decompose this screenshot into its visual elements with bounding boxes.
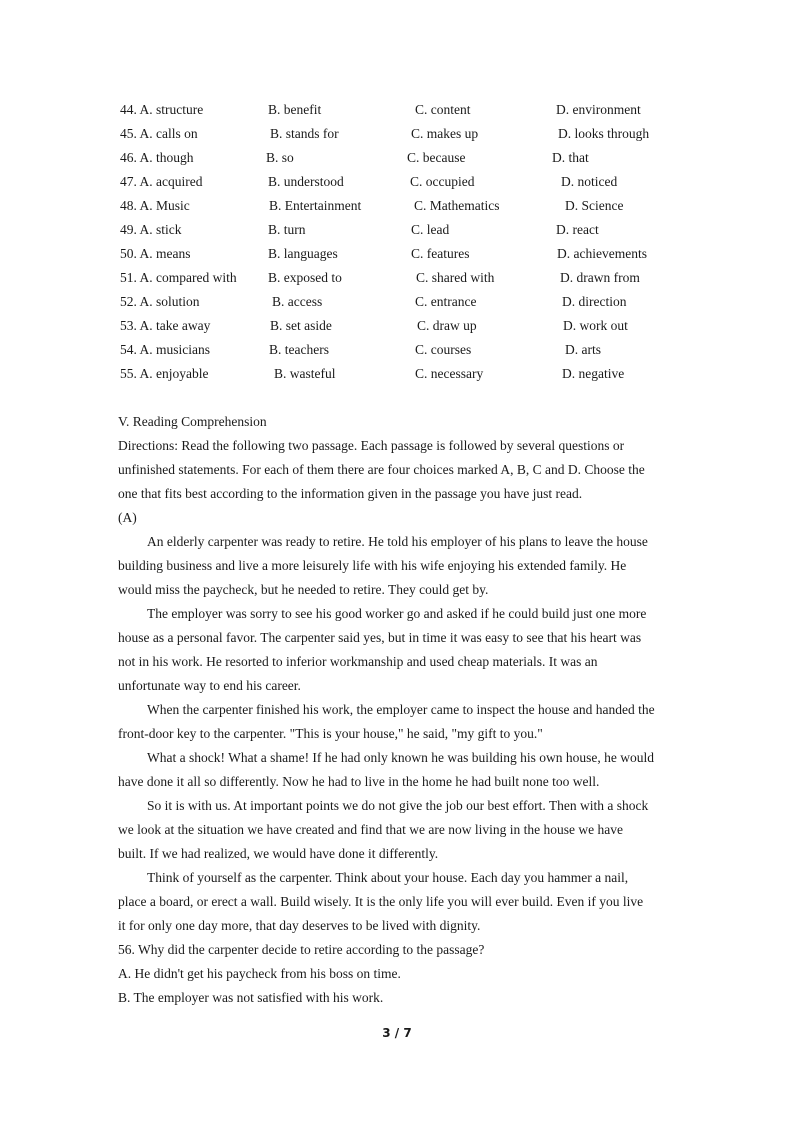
option-d: D. react [556,222,599,237]
option-a: 53. A. take away [120,318,211,333]
passage-line: front-door key to the carpenter. "This is your house," he said, "my gift to you." [118,726,543,741]
option-b: B. languages [268,246,338,261]
directions-line: one that fits best according to the information given in the passage you have just read. [118,486,583,501]
directions-line: unfinished statements. For each of them there are four choices marked A, B, C and D. Choose the [118,462,645,477]
passage-line: An elderly carpenter was ready to retire. He told his employer of his plans to leave the house [147,534,648,549]
option-d: D. achievements [557,246,647,261]
option-c: C. shared with [416,270,495,285]
option-d: D. that [552,150,589,165]
option-c: C. occupied [410,174,475,189]
option-row [0,290,794,314]
passage-line: house as a personal favor. The carpenter said yes, but in time it was easy to see that his heart was [118,630,642,645]
option-a: 47. A. acquired [120,174,203,189]
option-c: C. content [415,102,471,117]
option-b: B. exposed to [268,270,342,285]
directions-line: Directions: Read the following two passage. Each passage is followed by several questions or [118,438,625,453]
passage-line: built. If we had realized, we would have done it differently. [118,846,439,861]
passage-line: What a shock! What a shame! If he had only known he was building his own house, he would [147,750,655,765]
option-b: B. so [266,150,294,165]
passage-line: The employer was sorry to see his good worker go and asked if he could build just one more [147,606,647,621]
option-row [0,242,794,266]
passage-line: Think of yourself as the carpenter. Think about your house. Each day you hammer a nail, [147,870,629,885]
option-row [0,314,794,338]
option-d: D. direction [562,294,627,309]
option-row [0,170,794,194]
passage-line: When the carpenter finished his work, the employer came to inspect the house and handed the [147,702,655,717]
passage-line: unfortunate way to end his career. [118,678,301,693]
option-d: D. Science [565,198,624,213]
option-b: B. stands for [270,126,339,141]
option-a: 52. A. solution [120,294,200,309]
option-a: 51. A. compared with [120,270,237,285]
passage-label: (A) [118,510,137,525]
option-c: C. because [407,150,466,165]
option-c: C. necessary [415,366,484,381]
option-a: 54. A. musicians [120,342,211,357]
option-c: C. features [411,246,470,261]
passage-line: have done it all so differently. Now he had to live in the home he had built none too well. [118,774,600,789]
option-b: B. understood [268,174,344,189]
option-c: C. makes up [411,126,479,141]
option-a: 46. A. though [120,150,194,165]
option-row [0,146,794,170]
passage-line: we look at the situation we have created and find that we are now living in the house we have [118,822,623,837]
option-a: 48. A. Music [120,198,190,213]
option-d: D. arts [565,342,601,357]
option-row [0,218,794,242]
option-d: D. looks through [558,126,650,141]
option-a: 55. A. enjoyable [120,366,209,381]
passage-line: So it is with us. At important points we do not give the job our best effort. Then with a shock [147,798,649,813]
option-row [0,98,794,122]
option-d: D. drawn from [560,270,640,285]
page-number: 3 / 7 [382,1026,412,1040]
option-b: B. turn [268,222,306,237]
option-d: D. noticed [561,174,618,189]
question-56: 56. Why did the carpenter decide to retire according to the passage? [118,942,485,957]
passage-line: it for only one day more, that day deserves to be lived with dignity. [118,918,481,933]
passage-line: would miss the paycheck, but he needed to retire. They could get by. [118,582,489,597]
option-row [0,266,794,290]
option-row [0,194,794,218]
option-d: D. negative [562,366,625,381]
option-a: 49. A. stick [120,222,182,237]
option-c: C. draw up [417,318,477,333]
option-d: D. environment [556,102,641,117]
option-a: 45. A. calls on [120,126,198,141]
option-row [0,362,794,386]
option-a: 50. A. means [120,246,191,261]
passage-line: place a board, or erect a wall. Build wisely. It is the only life you will ever build. Even if you live [118,894,644,909]
choice-b: B. The employer was not satisfied with his work. [118,990,384,1005]
option-b: B. Entertainment [269,198,362,213]
option-a: 44. A. structure [120,102,204,117]
option-c: C. Mathematics [414,198,500,213]
section-title: V. Reading Comprehension [118,414,267,429]
option-b: B. access [272,294,323,309]
choice-a: A. He didn't get his paycheck from his boss on time. [118,966,401,981]
option-c: C. courses [415,342,472,357]
option-b: B. benefit [268,102,322,117]
option-b: B. set aside [270,318,332,333]
option-b: B. teachers [269,342,329,357]
option-row [0,122,794,146]
option-c: C. entrance [415,294,477,309]
option-b: B. wasteful [274,366,336,381]
option-c: C. lead [411,222,450,237]
option-d: D. work out [563,318,628,333]
passage-line: building business and live a more leisurely life with his wife enjoying his extended family. He [118,558,627,573]
option-row [0,338,794,362]
passage-line: not in his work. He resorted to inferior workmanship and used cheap materials. It was an [118,654,598,669]
